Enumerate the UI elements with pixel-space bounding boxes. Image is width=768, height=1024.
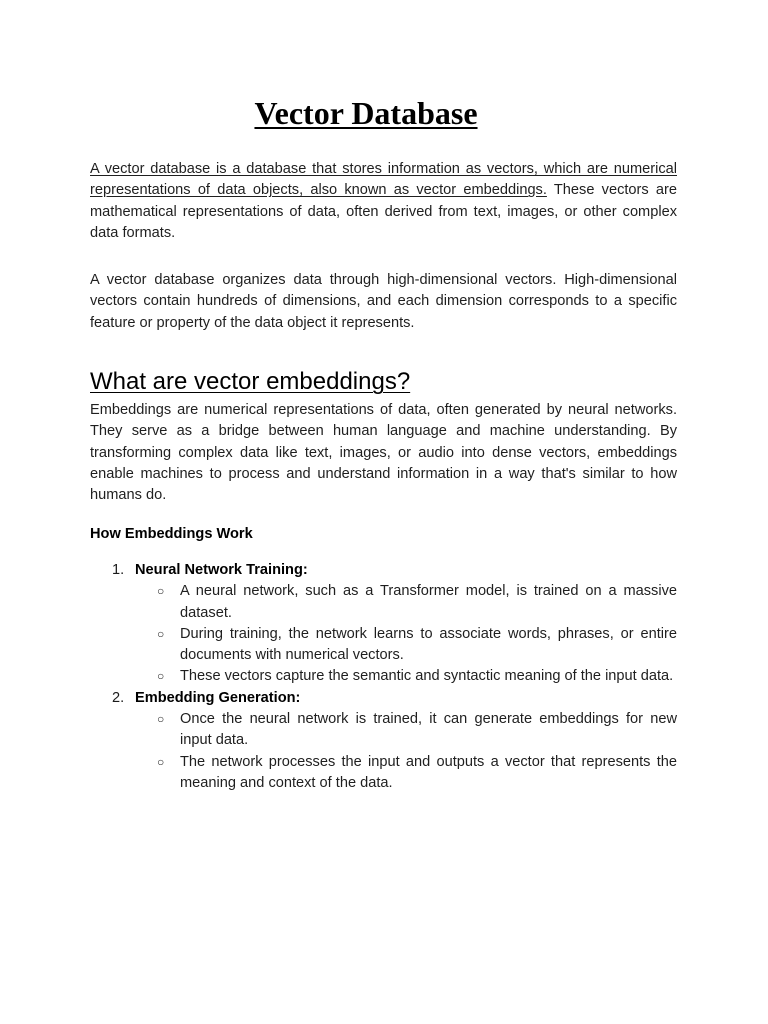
steps-list (90, 560, 677, 794)
step-bullets (135, 581, 677, 687)
step-number: 1. (112, 562, 125, 578)
bullet-text: The network processes the input and outputs a vector that represents the meaning and context of the data. (180, 753, 677, 791)
step-item (90, 560, 677, 688)
bullet-text: A neural network, such as a Transformer model, is trained on a massive dataset. (180, 583, 677, 621)
bullet-item (135, 709, 677, 752)
page-title-text: Vector Database (254, 95, 478, 131)
embeddings-paragraph: Embeddings are numerical representations of data, often generated by neural networks. They serve as a bridge between human language and machine understanding. By transforming complex data like text, images, or audio into dense vectors, embeddings enable machines to process and understand information in a way that's similar to how humans do. (90, 402, 677, 504)
bullet-text: During training, the network learns to associate words, phrases, or entire documents with numerical vectors. (180, 625, 677, 664)
intro-paragraph (90, 159, 677, 244)
circle-bullet-icon: ○ (157, 669, 165, 684)
bullet-item (135, 666, 677, 687)
how-embeddings-work-heading: How Embeddings Work (90, 526, 253, 542)
intro-underlined-text: A vector database is a database that stores information as vectors, which are numerical representations of data objects, also known as vector embeddings. (90, 161, 677, 199)
step-label: Neural Network Training: (135, 562, 308, 578)
bullet-item (135, 752, 677, 795)
step-number: 2. (112, 689, 125, 706)
bullet-item (135, 624, 677, 667)
step-bullets (135, 709, 677, 794)
dimensions-paragraph: A vector database organizes data through high-dimensional vectors. High-dimensional vectors contain hundreds of dimensions, and each dimension corresponds to a specific feature or property of the data object it represents. (90, 272, 677, 331)
bullet-text: These vectors capture the semantic and syntactic meaning of the input data. (180, 668, 674, 685)
intro-rest-text: These vectors are mathematical representations of data, often derived from text, images, or other complex data formats. (90, 182, 678, 241)
page-title (90, 93, 642, 133)
bullet-item (135, 581, 677, 624)
step-label: Embedding Generation: (135, 689, 301, 706)
step-item (90, 688, 677, 794)
bullet-text: Once the neural network is trained, it can generate embeddings for new input data. (180, 711, 677, 749)
section-heading: What are vector embeddings? (90, 368, 411, 395)
circle-bullet-icon: ○ (157, 712, 165, 727)
circle-bullet-icon: ○ (157, 754, 165, 769)
circle-bullet-icon: ○ (157, 584, 165, 599)
circle-bullet-icon: ○ (157, 626, 165, 641)
